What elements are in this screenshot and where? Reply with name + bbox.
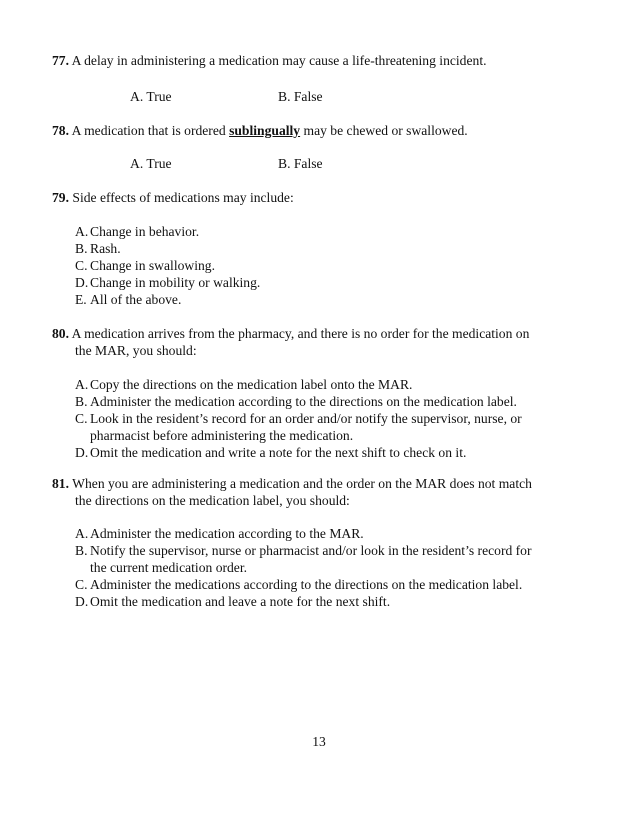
answer-option (75, 223, 595, 240)
option-text: Notify the supervisor, nurse or pharmacist and/or look in the resident’s record for (90, 543, 532, 558)
option-text: Omit the medication and leave a note for the next shift. (90, 594, 391, 609)
answer-list (75, 223, 595, 308)
option-letter: A. (75, 377, 89, 392)
option-text: Copy the directions on the medication label onto the MAR. (90, 377, 413, 392)
question-78 (52, 122, 592, 139)
question-text: A medication that is ordered (69, 123, 230, 138)
option-letter: A. (75, 526, 89, 541)
question-text: Side effects of medications may include: (69, 190, 294, 205)
question-number: 79. (52, 190, 69, 205)
option-text: Administer the medication according to the MAR. (90, 526, 364, 541)
option-text: Administer the medication according to the directions on the medication label. (90, 394, 517, 409)
option-text-continued: the current medication order. (90, 560, 248, 575)
option-letter: C. (75, 577, 88, 592)
answer-list (75, 525, 595, 610)
option-false: B. False (278, 89, 323, 104)
option-true: A. True (130, 156, 172, 171)
option-text: Change in swallowing. (90, 258, 215, 273)
option-true: A. True (130, 89, 172, 104)
option-text: All of the above. (90, 292, 182, 307)
option-letter: D. (75, 445, 89, 460)
answer-option (75, 257, 595, 274)
option-text: Look in the resident’s record for an order and/or notify the supervisor, nurse, or (90, 411, 522, 426)
answer-option (75, 576, 595, 593)
answer-option (75, 240, 595, 257)
question-80 (52, 325, 592, 359)
question-text-continued: the MAR, you should: (75, 343, 197, 358)
option-text: Change in behavior. (90, 224, 200, 239)
option-letter: C. (75, 411, 88, 426)
question-number: 80. (52, 326, 69, 341)
option-letter: E. (75, 292, 87, 307)
option-letter: C. (75, 258, 88, 273)
option-letter: A. (75, 224, 89, 239)
question-text-end: may be chewed or swallowed. (300, 123, 468, 138)
option-letter: D. (75, 594, 89, 609)
question-79 (52, 189, 592, 206)
question-text-continued: the directions on the medication label, you should: (75, 493, 350, 508)
question-text: When you are administering a medication and the order on the MAR does not match (69, 476, 532, 491)
answer-option (75, 542, 595, 576)
question-text: A medication arrives from the pharmacy, and there is no order for the medication on (69, 326, 530, 341)
answer-option (75, 410, 595, 444)
option-text: Omit the medication and write a note for the next shift to check on it. (90, 445, 467, 460)
option-text-continued: pharmacist before administering the medication. (90, 428, 354, 443)
question-number: 78. (52, 123, 69, 138)
question-number: 81. (52, 476, 69, 491)
question-81 (52, 475, 592, 509)
answer-option (75, 274, 595, 291)
option-letter: B. (75, 394, 88, 409)
answer-list (75, 376, 595, 461)
page-number: 13 (312, 734, 326, 749)
emphasized-term: sublingually (229, 123, 301, 138)
question-number: 77. (52, 53, 69, 68)
option-letter: D. (75, 275, 89, 290)
answer-option (75, 393, 595, 410)
question-77 (52, 52, 592, 69)
option-letter: B. (75, 241, 88, 256)
option-false: B. False (278, 156, 323, 171)
question-text: A delay in administering a medication may cause a life-threatening incident. (69, 53, 487, 68)
answer-option (75, 444, 595, 461)
answer-option (75, 525, 595, 542)
option-text: Rash. (90, 241, 121, 256)
answer-option (75, 376, 595, 393)
option-text: Change in mobility or walking. (90, 275, 261, 290)
option-text: Administer the medications according to the directions on the medication label. (90, 577, 523, 592)
answer-option (75, 593, 595, 610)
option-letter: B. (75, 543, 88, 558)
answer-option (75, 291, 595, 308)
